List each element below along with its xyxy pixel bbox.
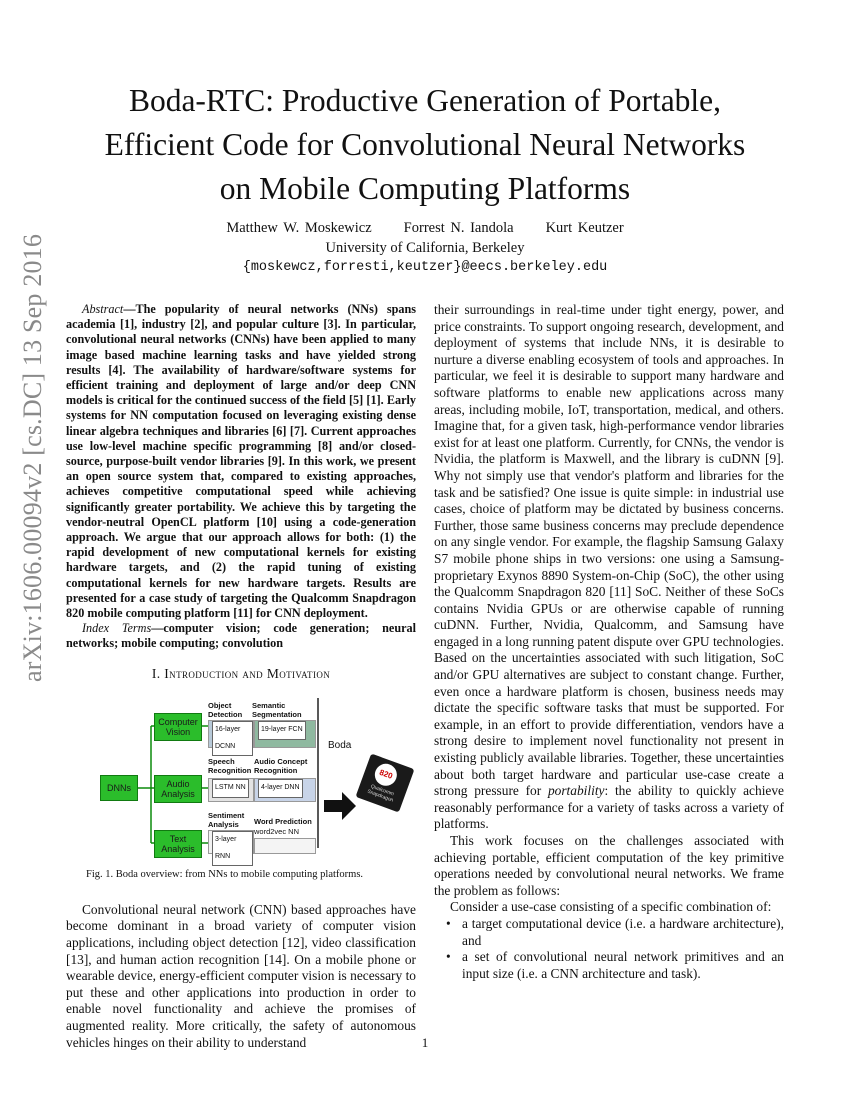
model-tag: 4-layer DNN <box>258 779 303 798</box>
object-detection-thumbnail <box>208 720 254 748</box>
abstract-text: —The popularity of neural networks (NNs) spans academia [1], industry [2], and popular culture [3]. In particular, convolutional neural networks (CNNs) have been applied to many image based machine learning tasks and have yielded strong results [4]. The availability of hardware/software systems for efficient training and deployment of large and/or deep CNN models is critical for the continued success of the field [5] [1]. Early systems for NN computation focused on leveraging existing dense linear algebra techniques and libraries [6] [7]. Current approaches use low-level machine specific programming [8] and/or closed-source, purpose-built vendor libraries [9]. In this work, we present an open source system that, compared to existing approaches, achieves competitive computational speed while achieving significantly greater portability. We achieve this by targeting the vendor-neutral OpenCL platform [10] using a code-generation approach. We argue that our approach allows for both: (1) the rapid development of new computational kernels for existing hardware targets, and (2) the rapid tuning of existing computational kernels for new hardware targets. Results are presented for a case study of targeting the Qualcomm Snapdragon 820 mobile computing platform [11] for CNN deployment. <box>66 302 416 621</box>
title-line: on Mobile Computing Platforms <box>219 171 631 206</box>
section-heading: I. Introduction and Motivation <box>151 665 331 681</box>
author-name: Matthew W. Moskewicz <box>226 220 372 236</box>
affiliation: University of California, Berkeley <box>325 240 525 256</box>
title-line: Efficient Code for Convolutional Neural Networks <box>104 127 746 162</box>
segmentation-thumbnail <box>254 720 316 748</box>
task-speech-recognition: Speech Recognition <box>208 757 252 775</box>
audio-concept-thumbnail <box>254 778 316 802</box>
task-semantic-segmentation: Semantic Segmentation <box>252 701 302 719</box>
dnns-node: DNNs <box>100 775 138 801</box>
computer-vision-node: Computer Vision <box>154 713 202 741</box>
body-paragraph <box>434 302 784 833</box>
page-number: 1 <box>421 1035 429 1050</box>
text-analysis-node: Text Analysis <box>154 830 202 858</box>
emphasis-portability: portability <box>547 783 605 799</box>
speech-thumbnail <box>208 778 254 802</box>
arxiv-stamp: arXiv:1606.00094v2 [cs.DC] 13 Sep 2016 <box>18 233 47 682</box>
author-name: Forrest N. Iandola <box>403 220 514 236</box>
body-text: their surroundings in real-time under tight energy, power, and price constraints. To support ongoing research, development, and deployment of systems that include NNs, it is desirable to nurture a diverse enabling ecosystem of tools and approaches. In particular, we feel it is desirable to support many hardware and software platforms to enable new applications across many areas, including mobile, IoT, transportation, medical, and others. Imagine that, for a given task, high-performance vendor libraries exist for at least one platform. Currently, for CNNs, the vendor is Nvidia, the platform is Maxwell, and the library is cuDNN [9]. Why not simply use that vendor's platform and libraries for the task and be satisfied? One issue is quite simple: in industrial use cases, choice of platform may be dictated by business concerns. Further, those same business concerns may preclude dependence on any single vendor. For example, the flagship Samsung Galaxy S7 mobile phone ships in two versions: one using a Samsung-proprietary Exynos 8890 System-on-Chip (SoC), the other using the Qualcomm Snapdragon 820 [11] SoC. Neither of these SoCs contains Nvidia GPUs or are otherwise capable of running cuDNN. Further, Nvidia, Qualcomm, and Samsung have engaged in a long running patent dispute over GPU technologies. Based on the uncertainties associated with such litigation, SoC and/or GPU alternatives are subject to constant change. Further, even once a hardware platform is chosen, business needs may dictate the specific software tasks that must be supported. For example, in an effort to provide differentiation, vendors have a strong desire to implement novel functionality not present in existing publicly available libraries. Together, these uncertainties about both target hardware and particular use-case create a strong pressure for <box>434 302 784 799</box>
body-paragraph: This work focuses on the challenges associated with achieving portable, efficient computation of the key primitive operations needed by convolutional neural networks. We frame the problem as follows: <box>434 833 784 898</box>
figure-caption: Fig. 1. Boda overview: from NNs to mobile computing platforms. <box>86 869 364 881</box>
index-terms-label: Index Terms <box>82 621 152 636</box>
author-name: Kurt Keutzer <box>545 220 624 236</box>
title-line: Boda-RTC: Productive Generation of Portable, <box>128 83 722 118</box>
body-text: : the ability to quickly achieve reasonably performance for a variety of tasks across a variety of platforms. <box>434 783 784 832</box>
bullet-item: • a target computational device (i.e. a hardware architecture), and <box>434 916 784 949</box>
chip-brand: Qualcomm Snapdragon <box>366 783 395 804</box>
task-word-prediction: Word Prediction <box>254 817 312 827</box>
task-object-detection: Object Detection <box>208 701 243 719</box>
chip-model: 820 <box>372 761 400 789</box>
bullet-item: • a set of convolutional neural network primitives and an input size (i.e. a CNN architecture and task). <box>434 949 784 982</box>
author-email: {moskewcz,forresti,keutzer}@eecs.berkeley.edu <box>242 260 608 275</box>
index-terms-text: —computer vision; code generation; neural networks; mobile computing; convolution <box>66 621 417 651</box>
abstract-label: Abstract <box>82 302 124 316</box>
model-tag: 16-layer DCNN <box>212 721 253 756</box>
boda-label: Boda <box>328 740 352 752</box>
task-sentiment-analysis: Sentiment Analysis <box>208 811 245 829</box>
intro-paragraph: Convolutional neural network (CNN) based approaches have become dominant in a broad variety of computer vision applications, including object detection [12], video classification [13], and human action recognition [14]. On a mobile phone or wearable device, energy-efficient computer vision is necessary to put these and other applications into production in order to enable novel functionality and achieve the promises of augmented reality. More critically, the safety of autonomous vehicles hinges on their ability to understand <box>66 901 416 1050</box>
sentiment-thumbnail <box>208 830 254 860</box>
author-names <box>70 218 780 238</box>
bullet-list <box>434 916 784 982</box>
figure-1 <box>66 688 416 860</box>
paper-title <box>70 79 780 211</box>
word-prediction-thumbnail <box>254 838 316 854</box>
left-column <box>66 302 416 1051</box>
task-audio-concept: Audio Concept Recognition <box>254 757 308 775</box>
model-tag: 19-layer FCN <box>258 721 306 740</box>
abstract <box>66 302 416 621</box>
right-column <box>434 302 784 982</box>
author-block <box>70 218 780 278</box>
index-terms <box>66 621 416 651</box>
model-tag: 3-layer RNN <box>212 831 253 866</box>
audio-analysis-node: Audio Analysis <box>154 775 202 803</box>
model-tag: LSTM NN <box>212 779 249 798</box>
model-label: word2vec NN <box>254 827 300 837</box>
body-paragraph: Consider a use-case consisting of a specific combination of: <box>450 899 772 915</box>
